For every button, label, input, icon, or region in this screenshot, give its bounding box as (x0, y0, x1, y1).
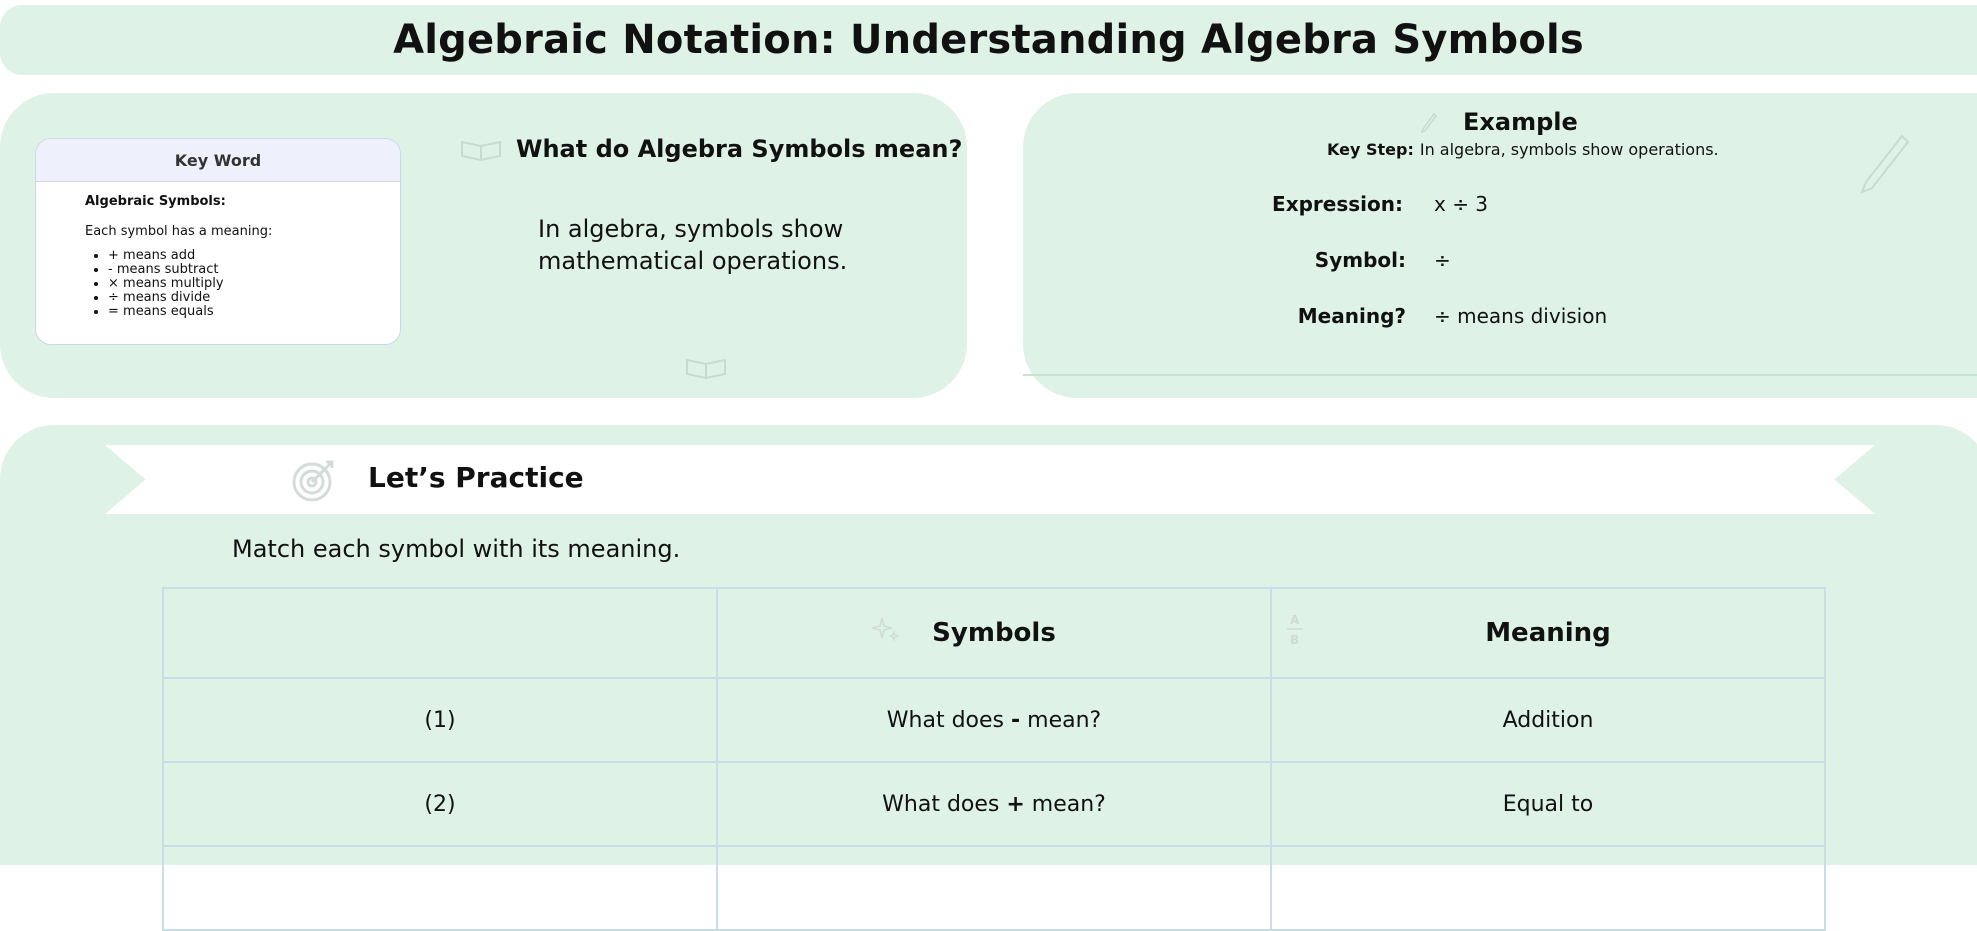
title-banner (0, 5, 1977, 75)
row-number: (1) (163, 678, 717, 762)
table-row (163, 846, 1825, 930)
meaning-value: ÷ means division (1434, 304, 1608, 328)
meaning-label: Meaning? (1297, 304, 1406, 328)
symbol-list (85, 249, 400, 319)
meaning-cell[interactable]: Equal to (1271, 762, 1825, 846)
practice-title: Let’s Practice (368, 461, 584, 494)
key-step (1327, 140, 1719, 159)
table-row (163, 762, 1825, 846)
table-row (163, 678, 1825, 762)
key-step-label: Key Step: (1327, 140, 1414, 159)
row-number: (2) (163, 762, 717, 846)
table-header-row (163, 588, 1825, 678)
keyword-intro: Each symbol has a meaning: (85, 224, 273, 239)
question-text: In algebra, symbols show mathematical operations. (538, 215, 848, 275)
column-header-meaning: A B Meaning (1271, 588, 1825, 678)
book-icon (460, 136, 502, 162)
expression-label: Expression: (1272, 192, 1403, 216)
symbol-label: Symbol: (1314, 248, 1406, 272)
list-item: • × means multiply (108, 277, 400, 291)
column-header (163, 588, 717, 678)
list-item: • + means add (108, 249, 400, 263)
expression-value: x ÷ 3 (1434, 192, 1489, 216)
divider (1023, 374, 1977, 376)
example-title: Example (1463, 108, 1578, 136)
key-step-text: In algebra, symbols show operations. (1419, 140, 1719, 159)
example-panel (1023, 93, 1977, 398)
list-item: • - means subtract (108, 263, 400, 277)
practice-instruction: Match each symbol with its meaning. (232, 535, 681, 563)
sparkle-icon (870, 614, 900, 644)
svg-text:A: A (1290, 613, 1300, 627)
target-icon (290, 456, 338, 504)
list-item: • = means equals (108, 305, 400, 319)
symbol-question: What does + mean? (717, 762, 1271, 846)
keyword-heading: Key Word (36, 139, 400, 182)
keyword-card (35, 138, 401, 345)
fraction-icon (1285, 610, 1305, 650)
symbol-question: What does - mean? (717, 678, 1271, 762)
pencil-icon (1420, 112, 1438, 134)
keyword-title: Algebraic Symbols: (85, 194, 226, 209)
practice-table (162, 587, 1826, 931)
book-icon (682, 354, 730, 380)
pencil-icon (1858, 132, 1910, 196)
meaning-cell[interactable]: Addition (1271, 678, 1825, 762)
svg-text:B: B (1290, 633, 1300, 647)
page-title: Algebraic Notation: Understanding Algebra Symbols (393, 17, 1584, 63)
symbol-value: ÷ (1434, 248, 1451, 272)
column-header-symbols: Symbols (717, 588, 1271, 678)
question-title: What do Algebra Symbols mean? (516, 135, 963, 163)
list-item: • ÷ means divide (108, 291, 400, 305)
